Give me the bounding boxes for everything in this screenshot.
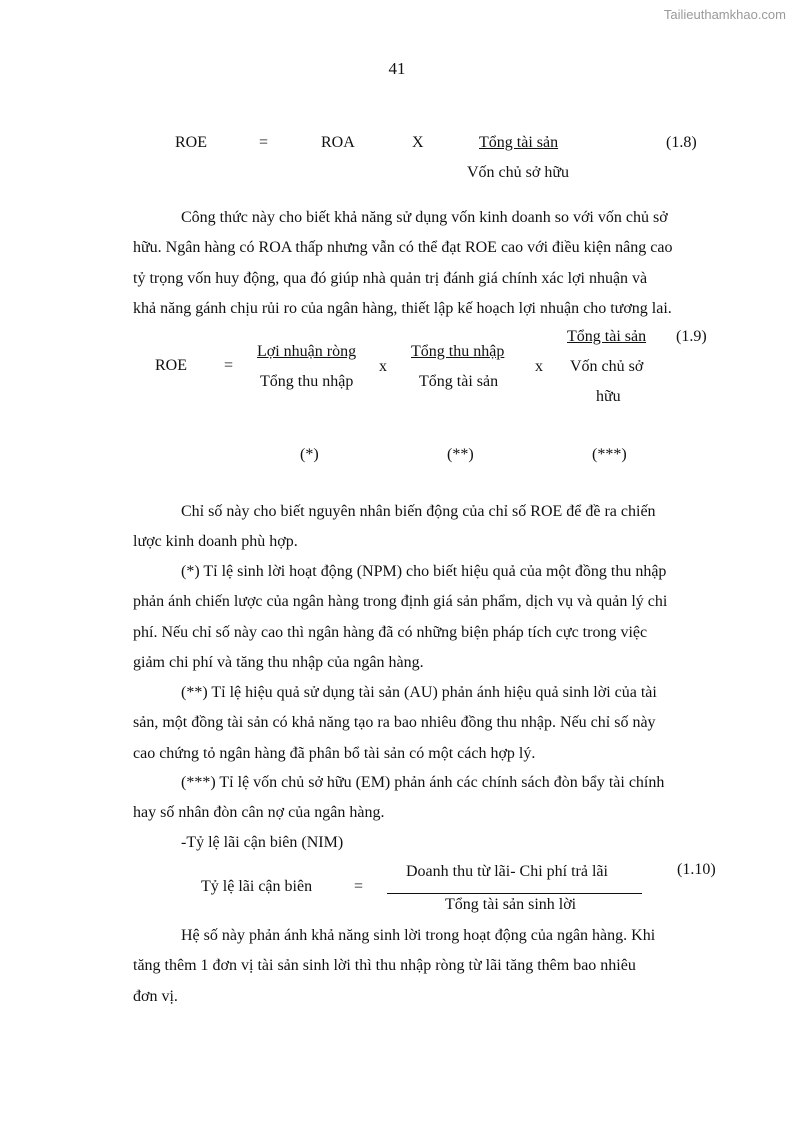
paragraph-line: (**) Tỉ lệ hiệu quả sử dụng tài sản (AU) phản ánh hiệu quả sinh lời của tài [181, 684, 657, 701]
paragraph-line: hay số nhân đòn cân nợ của ngân hàng. [133, 804, 385, 822]
paragraph-5 [133, 768, 719, 829]
formula-1-9-times-1: x [379, 358, 387, 375]
formula-1-8-equals: = [259, 134, 269, 151]
formula-1-9-marker-3: (***) [592, 446, 627, 463]
paragraph-line: phí. Nếu chỉ số này cao thì ngân hàng đã có những biện pháp tích cực trong việc [133, 623, 648, 641]
formula-1-9-label: (1.9) [676, 328, 707, 345]
formula-1-8-denominator: Vốn chủ sở hữu [467, 164, 570, 181]
formula-1-9-times-2: x [535, 358, 543, 375]
formula-1-9-f1-numerator: Lợi nhuận ròng [257, 343, 357, 360]
formula-1-9-lhs: ROE [155, 357, 187, 374]
paragraph-line: Hệ số này phản ánh khả năng sinh lời trong hoạt động của ngân hàng. Khi [181, 927, 656, 944]
formula-1-9-f1-denominator: Tổng thu nhập [260, 373, 354, 390]
formula-1-10-fraction-rule [387, 893, 642, 894]
paragraph-line: (***) Tỉ lệ vốn chủ sở hữu (EM) phản ánh các chính sách đòn bẩy tài chính [181, 774, 665, 791]
formula-1-9-f3-numerator: Tổng tài sản [567, 328, 647, 345]
nim-heading: -Tỷ lệ lãi cận biên (NIM) [181, 834, 344, 851]
paragraph-line: tăng thêm 1 đơn vị tài sản sinh lời thì thu nhập ròng từ lãi tăng thêm bao nhiêu [133, 957, 636, 975]
paragraph-line: khả năng gánh chịu rủi ro của ngân hàng, thiết lập kế hoạch lợi nhuận cho tương lai. [133, 299, 672, 317]
paragraph-4 [133, 678, 719, 769]
formula-1-9-f3-denominator-line1: Vốn chủ sở [570, 358, 644, 375]
formula-1-10-numerator: Doanh thu từ lãi- Chi phí trả lãi [406, 863, 608, 880]
paragraph-line: đơn vị. [133, 987, 178, 1005]
paragraph-2 [133, 497, 719, 558]
formula-1-9-f3-denominator-line2: hữu [596, 388, 621, 405]
paragraph-line: Công thức này cho biết khả năng sử dụng vốn kinh doanh so với vốn chủ sở [181, 209, 668, 226]
paragraph-line: Chỉ số này cho biết nguyên nhân biến động của chỉ số ROE để đề ra chiến [181, 503, 656, 520]
paragraph-line: lược kinh doanh phù hợp. [133, 533, 298, 551]
formula-1-9-f2-numerator: Tổng thu nhập [411, 343, 505, 360]
paragraph-line: giảm chi phí và tăng thu nhập của ngân hàng. [133, 653, 424, 671]
formula-1-10-label: (1.10) [677, 861, 716, 878]
paragraph-line: tỷ trọng vốn huy động, qua đó giúp nhà quản trị đánh giá chính xác lợi nhuận và [133, 269, 648, 287]
paragraph-1 [133, 203, 719, 324]
formula-1-9-marker-1: (*) [300, 446, 319, 463]
formula-1-10-equals: = [354, 878, 364, 895]
paragraph-line: phản ánh chiến lược của ngân hàng trong định giá sản phẩm, dịch vụ và quản lý chi [133, 593, 668, 611]
paragraph-3 [133, 557, 719, 678]
formula-1-8-lhs: ROE [175, 134, 207, 151]
paragraph-line: cao chứng tỏ ngân hàng đã phân bổ tài sản có một cách hợp lý. [133, 744, 536, 762]
formula-1-9-f2-denominator: Tổng tài sản [419, 373, 499, 390]
paragraph-6 [133, 921, 719, 1012]
formula-1-8-roa: ROA [321, 134, 355, 151]
paragraph-line: (*) Tỉ lệ sinh lời hoạt động (NPM) cho biết hiệu quả của một đồng thu nhập [181, 563, 667, 580]
formula-1-10-denominator: Tổng tài sản sinh lời [445, 896, 577, 913]
formula-1-8-times: X [412, 134, 424, 151]
page-number: 41 [388, 59, 406, 78]
watermark: Tailieuthamkhao.com [663, 7, 786, 22]
paragraph-line: hữu. Ngân hàng có ROA thấp nhưng vẫn có thể đạt ROE cao với điều kiện nâng cao [133, 239, 673, 257]
formula-1-9-marker-2: (**) [447, 446, 474, 463]
formula-1-8-label: (1.8) [666, 134, 697, 151]
formula-1-8-numerator: Tổng tài sản [479, 134, 559, 151]
formula-1-10-lhs: Tỷ lệ lãi cận biên [201, 878, 313, 895]
paragraph-line: sản, một đồng tài sản có khả năng tạo ra bao nhiêu đồng thu nhập. Nếu chỉ số này [133, 714, 656, 732]
formula-1-9-equals: = [224, 357, 234, 374]
